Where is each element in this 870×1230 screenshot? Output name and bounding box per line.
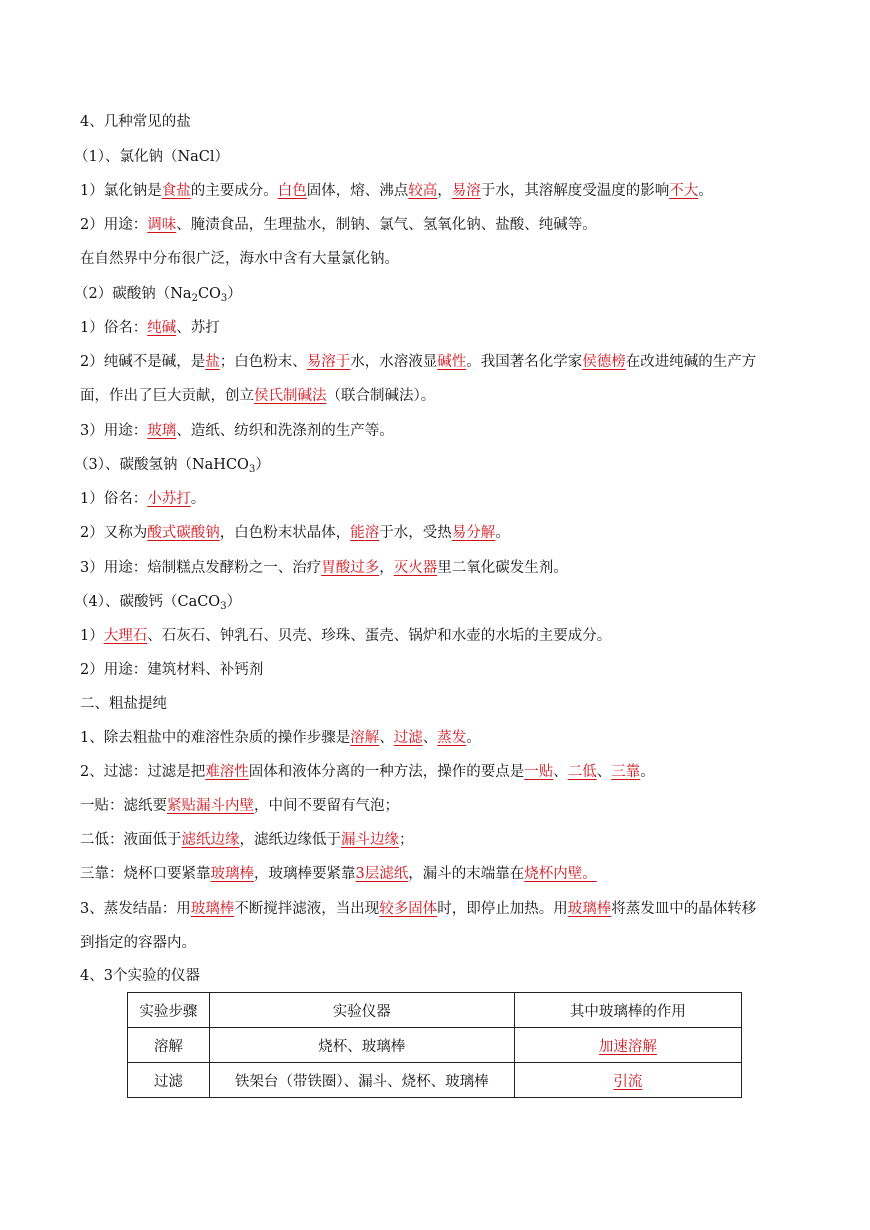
answer-blank: 易分解 (451, 525, 496, 541)
table-row (128, 1063, 742, 1098)
table-cell: 烧杯、玻璃棒 (209, 1028, 514, 1063)
answer-blank: 溶解 (350, 730, 380, 746)
text: 时，即停止加热。用 (437, 901, 568, 917)
answer-blank: 过滤 (393, 730, 423, 746)
answer-blank: 盐 (205, 354, 220, 370)
table-header-cell: 实验步骤 (128, 993, 210, 1028)
table-cell (514, 1063, 741, 1098)
answer-blank: 食盐 (161, 183, 191, 199)
text: 、腌渍食品，生理盐水，制钠、氯气、氢氧化钠、盐酸、纯碱等。 (176, 217, 597, 233)
text: ； (399, 832, 414, 848)
table-header-cell: 实验仪器 (209, 993, 514, 1028)
answer-blank: 调味 (147, 217, 177, 233)
text: 一贴：滤纸要 (80, 798, 167, 814)
text: 固体，熔、沸点 (306, 183, 409, 199)
text: 、苏打 (176, 320, 220, 336)
na2co3-paragraph-2-cont (80, 386, 435, 406)
section-heading-purification: 二、粗盐提纯 (80, 696, 167, 712)
answer-blank: 纯碱 (147, 320, 177, 336)
purify-paragraph-2 (80, 762, 655, 782)
answer-blank: 较多固体 (379, 901, 438, 917)
answer-blank: 易溶于 (306, 354, 351, 370)
text: ，白色粉末状晶体， (219, 525, 351, 541)
text: ，滤纸边缘低于 (239, 832, 341, 848)
answer-blank: 一贴 (524, 764, 554, 780)
answer-blank: 碱性 (437, 354, 467, 370)
purify-paragraph-6 (80, 899, 756, 919)
na2co3-paragraph-2 (80, 352, 756, 372)
answer-blank: 不大 (669, 183, 699, 199)
text: ；白色粉末、 (219, 354, 307, 370)
table-cell: 溶解 (128, 1028, 210, 1063)
section-heading-common-salts: 4、几种常见的盐 (80, 114, 191, 130)
answer-blank: 3层滤纸 (355, 866, 409, 882)
answer-blank: 漏斗边缘 (341, 832, 399, 848)
text: 2、过滤：过滤是把 (80, 764, 206, 780)
text: 。我国著名化学家 (466, 354, 583, 370)
text: 1）俗名： (80, 491, 148, 507)
answer-blank: 玻璃棒 (190, 901, 235, 917)
answer-blank: 白色 (277, 183, 307, 199)
text: ） (227, 286, 242, 302)
text: （3）、碳酸氢钠（NaHCO (74, 457, 249, 473)
na2co3-paragraph-3 (80, 421, 394, 441)
answer-blank: 玻璃 (147, 423, 177, 439)
answer-blank: 小苏打 (147, 491, 191, 507)
answer-blank: 烧杯内壁。 (524, 866, 597, 882)
answer-blank: 灭火器 (393, 560, 438, 576)
text: ， (437, 183, 452, 199)
answer-blank: 滤纸边缘 (181, 832, 240, 848)
purify-paragraph-4 (80, 830, 414, 850)
table-header-cell: 其中玻璃棒的作用 (514, 993, 741, 1028)
answer-blank: 能溶 (350, 525, 380, 541)
text: 于水，其溶解度受温度的影响 (480, 183, 670, 199)
answer-blank: 三靠 (611, 764, 641, 780)
table-cell (514, 1028, 741, 1063)
answer-blank: 玻璃棒 (210, 866, 254, 882)
text: 、 (379, 730, 394, 746)
na2co3-title (74, 284, 242, 304)
text: 。 (640, 764, 655, 780)
text: 将蒸发皿中的晶体转移 (611, 901, 757, 917)
answer-blank: 难溶性 (205, 764, 249, 780)
table-cell: 过滤 (128, 1063, 210, 1098)
text: 水，水溶液显 (350, 354, 438, 370)
nacl-title: （1）、氯化钠（NaCl） (74, 149, 230, 165)
text: 。 (495, 525, 510, 541)
na2co3-paragraph-1 (80, 318, 220, 338)
purify-paragraph-6-cont: 到指定的容器内。 (80, 935, 196, 951)
text: 三靠：烧杯口要紧靠 (80, 866, 211, 882)
text: 二低：液面低于 (80, 832, 182, 848)
purify-paragraph-1 (80, 728, 481, 748)
answer-blank: 胃酸过多 (321, 560, 380, 576)
text: 1）俗名： (80, 320, 148, 336)
subscript: 3 (220, 293, 228, 304)
caco3-paragraph-1 (80, 626, 611, 646)
text: 里二氧化碳发生剂。 (437, 560, 568, 576)
caco3-paragraph-2: 2）用途：建筑材料、补钙剂 (80, 662, 264, 678)
text: 、 (553, 764, 568, 780)
text: ，玻璃棒要紧靠 (254, 866, 356, 882)
text: 不断搅拌滤液，当出现 (234, 901, 380, 917)
text: （4）、碳酸钙（CaCO (74, 594, 221, 610)
text: 、石灰石、钟乳石、贝壳、珍珠、蛋壳、锅炉和水壶的水垢的主要成分。 (147, 628, 612, 644)
text: ） (226, 594, 242, 610)
text: 2）用途： (80, 217, 148, 233)
nacl-paragraph-3: 在自然界中分布很广泛，海水中含有大量氯化钠。 (80, 251, 399, 267)
text: 3、蒸发结晶：用 (80, 901, 191, 917)
answer-blank: 侯氏制碱法 (254, 388, 327, 404)
text: 。 (698, 183, 713, 199)
instrument-table (127, 992, 742, 1098)
answer-blank: 蒸发 (437, 730, 467, 746)
text: CO (197, 286, 221, 302)
text: 、 (596, 764, 612, 780)
nahco3-paragraph-2 (80, 523, 510, 543)
text: 固体和液体分离的一种方法，操作的要点是 (248, 764, 525, 780)
text: 2）又称为 (80, 525, 148, 541)
table-cell: 铁架台（带铁圈）、漏斗、烧杯、玻璃棒 (209, 1063, 514, 1098)
text: ，漏斗的末端靠在 (408, 866, 525, 882)
text: 2）纯碱不是碱，是 (80, 354, 206, 370)
answer-blank: 较高 (408, 183, 438, 199)
text: 3）用途： (80, 423, 148, 439)
answer-blank: 加速溶解 (598, 1038, 657, 1055)
text: ，中间不要留有气泡； (254, 798, 399, 814)
subscript: 2 (191, 293, 198, 304)
purify-paragraph-7: 4、3个实验的仪器 (80, 968, 200, 984)
nacl-paragraph-2 (80, 215, 597, 235)
text: 于水，受热 (379, 525, 452, 541)
answer-blank: 酸式碳酸钠 (147, 525, 220, 541)
nacl-paragraph-1 (80, 181, 713, 201)
text: 。 (190, 491, 206, 507)
purify-paragraph-5 (80, 864, 597, 884)
nahco3-paragraph-1 (80, 489, 205, 509)
text: （2）碳酸钠（Na (74, 286, 192, 302)
text: 1）氯化钠是 (80, 183, 162, 199)
subscript: 3 (248, 464, 256, 475)
answer-blank: 引流 (613, 1073, 643, 1090)
text: （联合制碱法）。 (326, 388, 436, 404)
answer-blank: 大理石 (103, 628, 148, 644)
answer-blank: 紧贴漏斗内壁 (167, 798, 254, 814)
table-row (128, 1028, 742, 1063)
text: 的主要成分。 (190, 183, 278, 199)
purify-paragraph-3 (80, 796, 399, 816)
nahco3-paragraph-3 (80, 558, 568, 578)
text: 、造纸、纺织和洗涤剂的生产等。 (176, 423, 394, 439)
text: ） (255, 457, 270, 473)
text: 1） (80, 628, 104, 644)
text: 3）用途：焙制糕点发酵粉之一、治疗 (80, 560, 322, 576)
text: 面，作出了巨大贡献，创立 (80, 388, 254, 404)
text: 1、除去粗盐中的难溶性杂质的操作步骤是 (80, 730, 351, 746)
text: ， (379, 560, 394, 576)
answer-blank: 易溶 (451, 183, 481, 199)
answer-blank: 玻璃棒 (567, 901, 612, 917)
text: 、 (422, 730, 438, 746)
answer-blank: 侯德榜 (582, 354, 626, 370)
subscript: 3 (220, 601, 227, 612)
caco3-title (74, 592, 241, 612)
text: 在改进纯碱的生产方 (625, 354, 757, 370)
nahco3-title (74, 455, 270, 475)
text: 。 (466, 730, 481, 746)
answer-blank: 二低 (567, 764, 597, 780)
table-header-row (128, 993, 742, 1028)
